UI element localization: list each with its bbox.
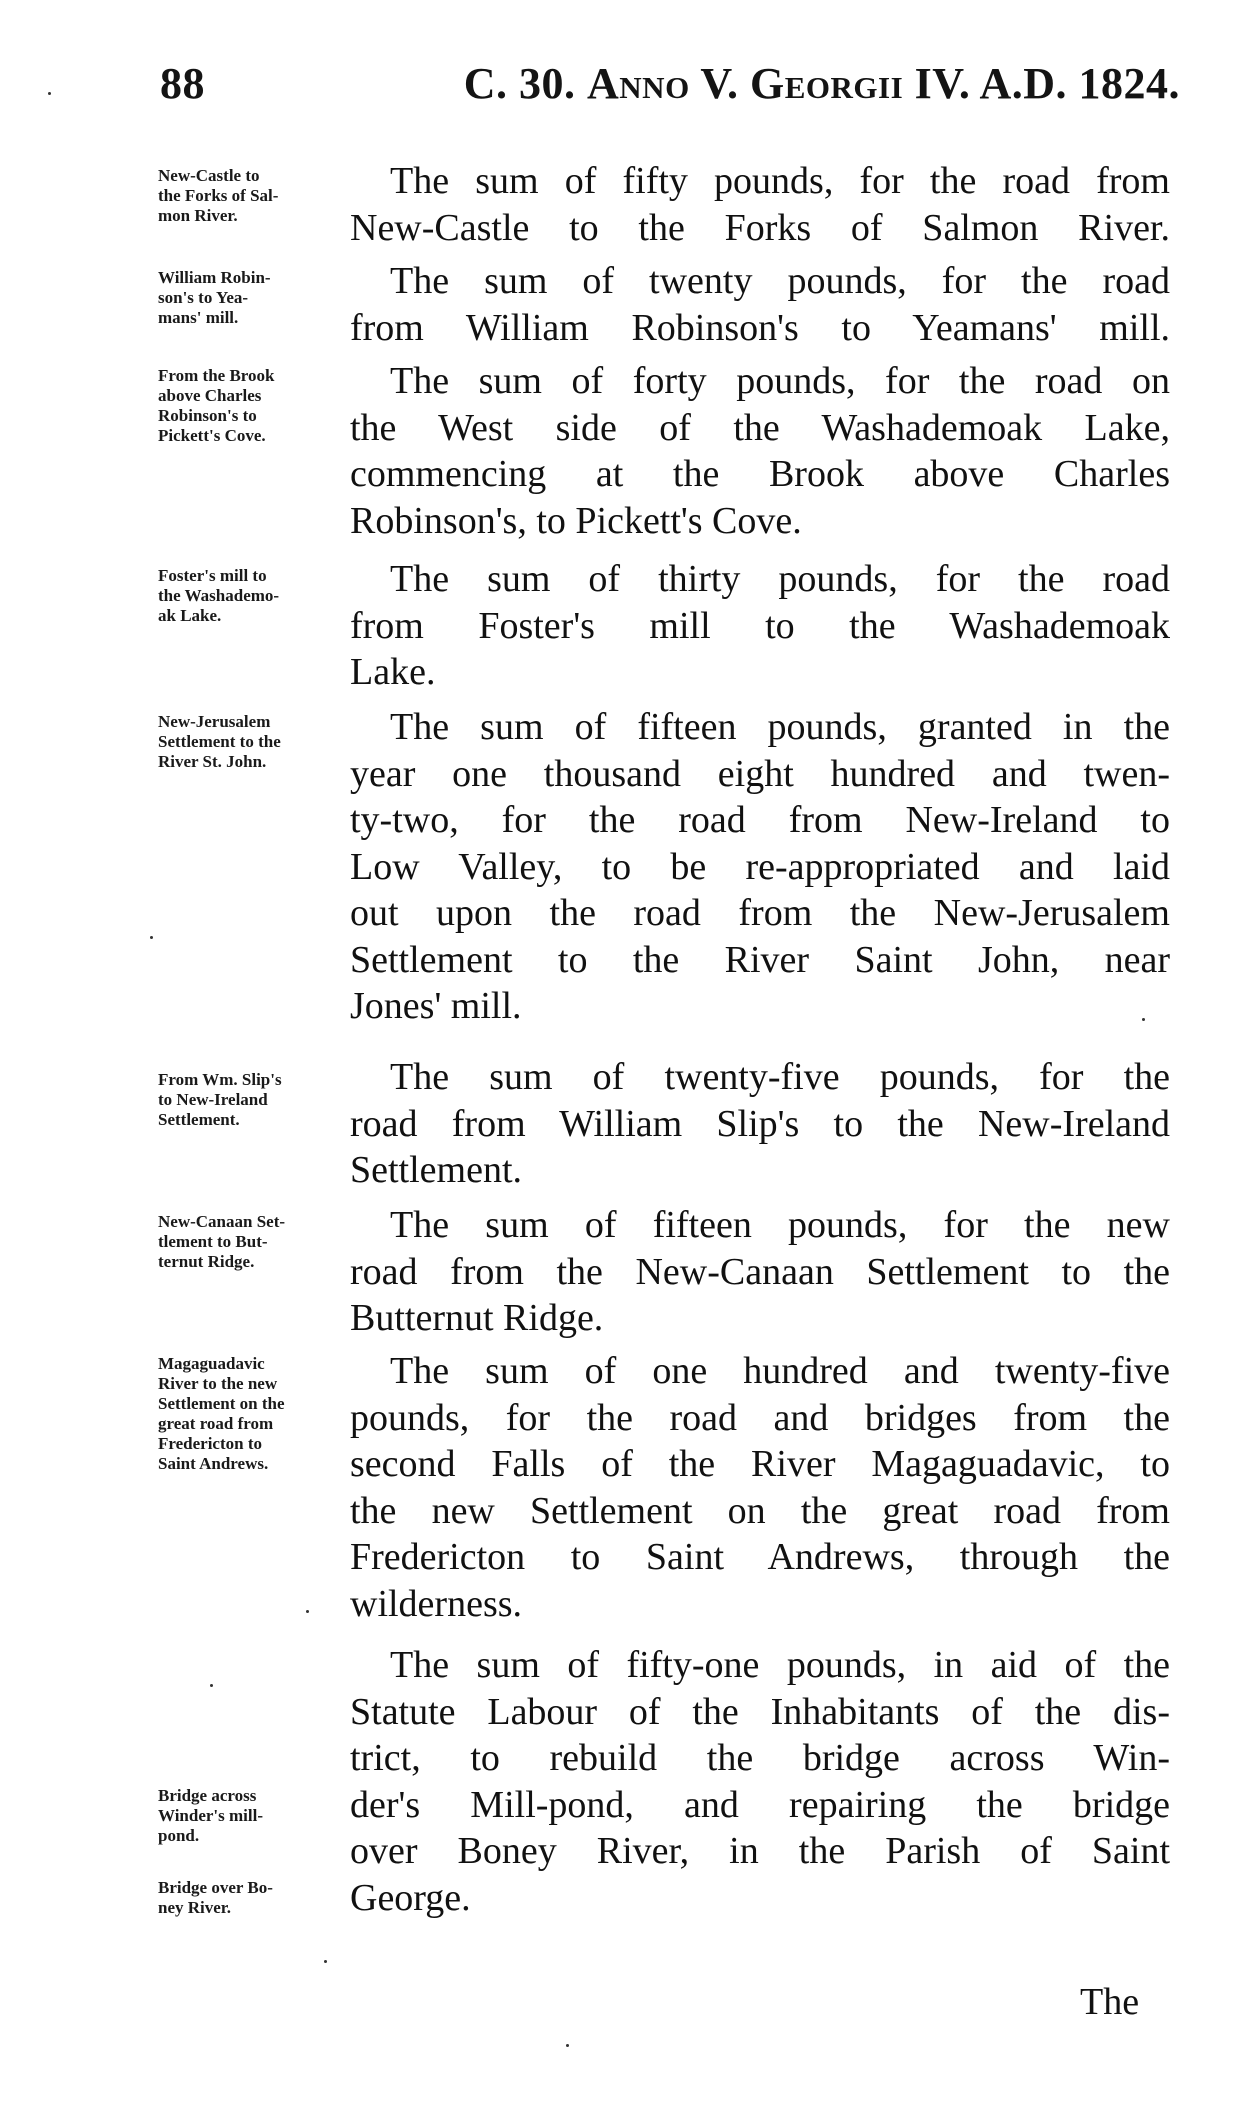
note-line: great road from <box>158 1414 274 1433</box>
text-line: The sum of fifteen pounds, for the new <box>390 1204 1170 1246</box>
note-line: ak Lake. <box>158 606 222 625</box>
text-line: Butternut Ridge. <box>350 1297 604 1339</box>
text-line: Settlement. <box>350 1149 523 1191</box>
text-line: year one thousand eight hundred and twen- <box>350 752 1170 795</box>
text-line: second Falls of the River Magaguadavic, to <box>350 1443 1170 1485</box>
scan-speck <box>566 2044 569 2047</box>
paragraph <box>350 258 1170 351</box>
text-line: The sum of fifteen pounds, granted in the <box>390 706 1170 748</box>
text-line: The sum of fifty pounds, for the road from <box>390 160 1170 202</box>
regnal-year: Anno V. Georgii IV. <box>587 59 971 108</box>
note-line: New-Castle to <box>158 166 260 185</box>
note-line: Saint Andrews. <box>158 1454 269 1473</box>
text-line: the West side of the Washademoak Lake, <box>350 406 1170 449</box>
note-line: the Washademo- <box>158 586 280 605</box>
text-line: Fredericton to Saint Andrews, through the <box>350 1536 1170 1578</box>
note-line: From the Brook <box>158 366 275 385</box>
text-line: from Foster's mill to the Washademoak <box>350 604 1170 647</box>
paragraph <box>350 1348 1170 1627</box>
note-line: the Forks of Sal- <box>158 186 279 205</box>
paragraph <box>350 1202 1170 1342</box>
note-line: Robinson's to <box>158 406 257 425</box>
text-line: Low Valley, to be re-appropriated and laid <box>350 845 1170 888</box>
calendar-year: A.D. 1824. <box>979 59 1180 108</box>
text-line: Jones' mill. <box>350 985 522 1027</box>
text-line: the new Settlement on the great road from <box>350 1489 1170 1532</box>
note-line: New-Canaan Set- <box>158 1212 286 1231</box>
text-line: The sum of twenty-five pounds, for the <box>390 1056 1170 1098</box>
text-line: out upon the road from the New-Jerusalem <box>350 892 1170 934</box>
note-line: ney River. <box>158 1898 232 1917</box>
note-line: mon River. <box>158 206 238 225</box>
text-line: George. <box>350 1876 471 1919</box>
note-line: River to the new <box>158 1374 278 1393</box>
note-line: New-Jerusalem <box>158 712 271 731</box>
text-line: The sum of one hundred and twenty-five <box>390 1350 1170 1392</box>
text-line: Lake. <box>350 651 436 693</box>
note-line: William Robin- <box>158 268 271 287</box>
text-line: Settlement to the River Saint John, near <box>350 938 1170 981</box>
note-line: ternut Ridge. <box>158 1252 255 1271</box>
text-line: road from William Slip's to the New-Ireland <box>350 1102 1170 1145</box>
scan-speck <box>324 1960 327 1963</box>
note-line: Foster's mill to <box>158 566 267 585</box>
catchword: The <box>1080 1981 1140 2023</box>
marginal-note <box>158 712 358 772</box>
scan-speck <box>48 92 51 95</box>
scan-speck <box>210 1684 213 1687</box>
text-line: ty-two, for the road from New-Ireland to <box>350 799 1170 841</box>
paragraph <box>350 704 1170 1030</box>
note-line: pond. <box>158 1826 200 1845</box>
note-line: Fredericton to <box>158 1434 263 1453</box>
note-line: River St. John. <box>158 752 267 771</box>
note-line: Settlement. <box>158 1110 240 1129</box>
note-line: tlement to But- <box>158 1232 268 1251</box>
paragraph <box>350 556 1170 696</box>
marginal-note <box>158 1212 358 1272</box>
marginal-note <box>158 1354 358 1474</box>
page-header <box>160 58 1180 118</box>
note-line: Bridge over Bo- <box>158 1878 273 1897</box>
marginal-note <box>158 166 358 226</box>
scan-speck <box>306 1610 309 1613</box>
note-line: Magaguadavic <box>158 1354 265 1373</box>
marginal-note <box>158 1786 358 1846</box>
text-line: wilderness. <box>350 1582 523 1625</box>
page-number: 88 <box>160 59 205 108</box>
text-line: New-Castle to the Forks of Salmon River. <box>350 206 1170 249</box>
text-line: The sum of fifty-one pounds, in aid of the <box>390 1644 1170 1686</box>
scan-speck <box>1142 1018 1145 1021</box>
text-line: The sum of twenty pounds, for the road <box>390 260 1170 302</box>
text-line: Robinson's, to Pickett's Cove. <box>350 499 802 542</box>
text-line: road from the New-Canaan Settlement to the <box>350 1250 1170 1293</box>
marginal-note <box>158 1878 358 1918</box>
scan-speck <box>150 936 153 939</box>
note-line: son's to Yea- <box>158 288 249 307</box>
note-line: Winder's mill- <box>158 1806 263 1825</box>
marginal-note <box>158 1070 358 1130</box>
text-line: Statute Labour of the Inhabitants of the dis- <box>350 1690 1170 1733</box>
note-line: above Charles <box>158 386 262 405</box>
paragraph <box>350 358 1170 544</box>
marginal-note <box>158 566 358 626</box>
text-line: der's Mill-pond, and repairing the bridge <box>350 1783 1170 1826</box>
note-line: Bridge across <box>158 1786 257 1805</box>
note-line: Settlement to the <box>158 732 281 751</box>
text-line: commencing at the Brook above Charles <box>350 453 1170 495</box>
marginal-note <box>158 268 358 328</box>
text-line: over Boney River, in the Parish of Saint <box>350 1830 1170 1872</box>
text-line: trict, to rebuild the bridge across Win- <box>350 1737 1170 1779</box>
running-head <box>464 58 1180 109</box>
note-line: From Wm. Slip's <box>158 1070 282 1089</box>
paragraph <box>350 1054 1170 1194</box>
marginal-note <box>158 366 358 446</box>
note-line: Settlement on the <box>158 1394 285 1413</box>
text-line: The sum of forty pounds, for the road on <box>390 360 1170 402</box>
note-line: to New-Ireland <box>158 1090 268 1109</box>
paragraph <box>350 158 1170 251</box>
text-line: pounds, for the road and bridges from the <box>350 1396 1170 1439</box>
paragraph <box>350 1642 1170 1921</box>
text-line: The sum of thirty pounds, for the road <box>390 558 1170 600</box>
text-line: from William Robinson's to Yeamans' mill. <box>350 306 1170 349</box>
note-line: Pickett's Cove. <box>158 426 266 445</box>
chapter-number: C. 30. <box>463 59 576 108</box>
note-line: mans' mill. <box>158 308 239 327</box>
